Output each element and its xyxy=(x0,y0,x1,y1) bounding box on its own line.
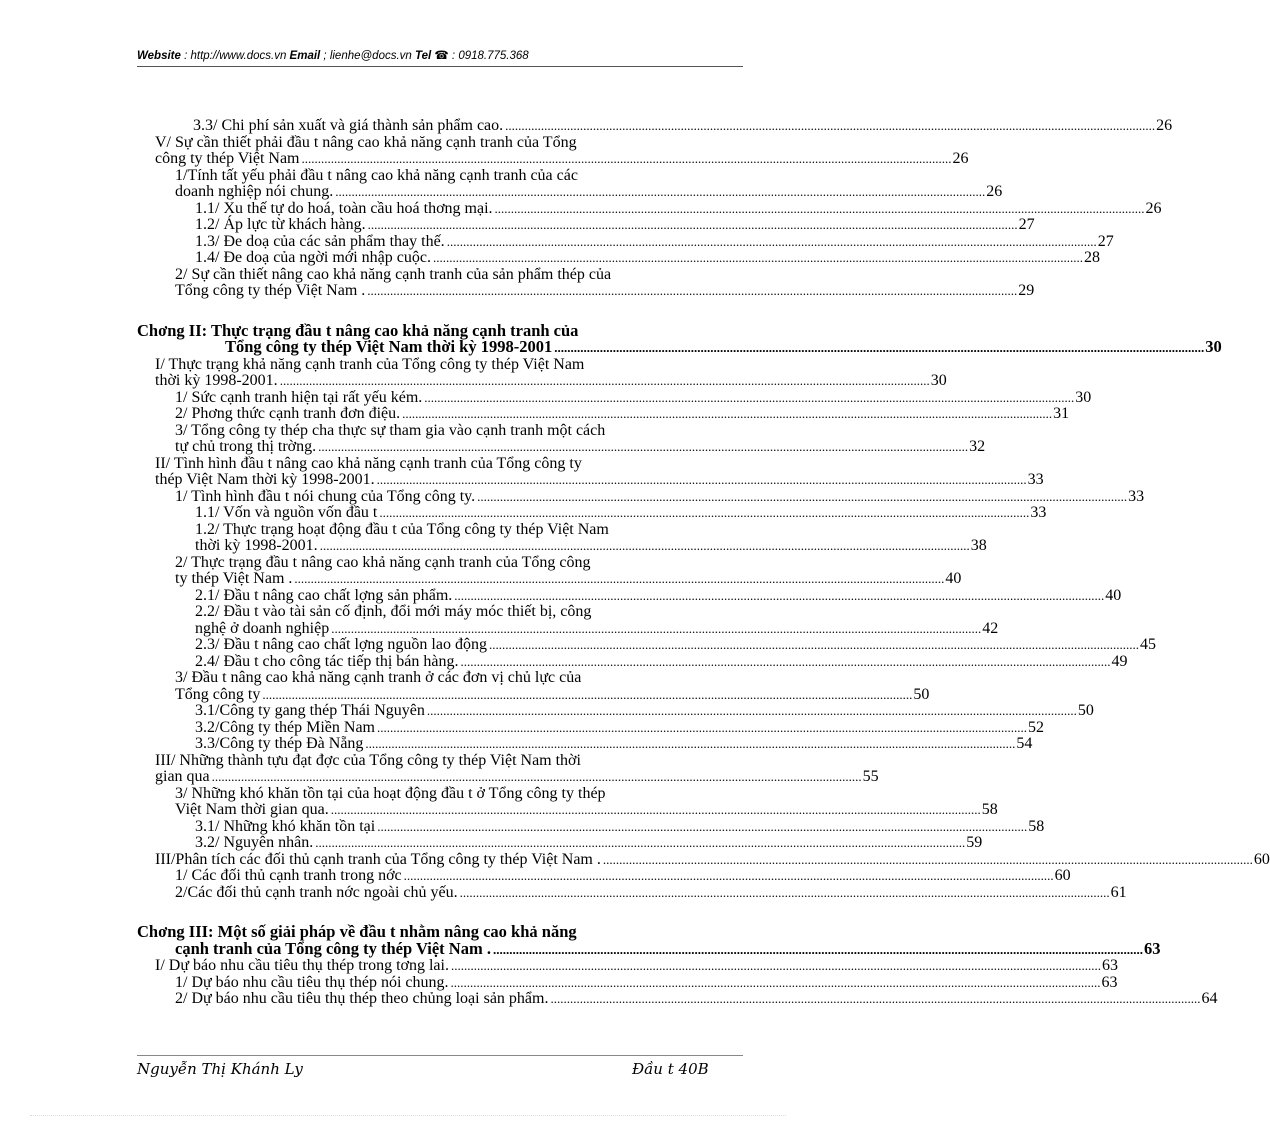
footer-author: Nguyễn Thị Khánh Ly xyxy=(137,1060,303,1078)
toc-entry[interactable] xyxy=(137,735,1033,753)
toc-entry[interactable] xyxy=(137,636,1156,654)
toc-page-number: 33 xyxy=(1027,471,1044,488)
dot-leader: ........................................................................................................................................................................................................ xyxy=(377,818,1028,834)
section-gap xyxy=(137,300,739,323)
dot-leader: ........................................................................................................................................................................................................ xyxy=(376,719,1027,735)
toc-entry-line: Chơng II: Thực trạng đầu t nâng cao khả năng cạnh tranh của xyxy=(137,320,579,340)
email-value[interactable]: ; lienhe@docs.vn xyxy=(320,50,416,62)
toc-entry-title: 3.2/Công ty thép Miền Nam xyxy=(195,718,375,736)
toc-page-number: 27 xyxy=(1018,216,1035,233)
toc-entry-title: 2/ Phơng thức cạnh tranh đơn điệu. xyxy=(175,405,401,422)
toc-page-number: 26 xyxy=(1145,199,1162,217)
toc-page-number: 63 xyxy=(1143,938,1161,958)
toc-entry[interactable] xyxy=(137,603,999,637)
toc-page-number: 63 xyxy=(1101,957,1118,974)
toc-page-number: 40 xyxy=(945,570,962,587)
toc-entry[interactable] xyxy=(137,586,1122,605)
toc-entry-title: 2.4/ Đầu t cho công tác tiếp thị bán hàng. xyxy=(195,652,459,670)
toc-entry-line: 2.2/ Đầu t vào tài sản cố định, đổi mới máy móc thiết bị, công xyxy=(195,603,592,620)
toc-entry-title: 1/ Các đối thủ cạnh tranh trong nớc xyxy=(175,867,402,884)
toc-entry[interactable] xyxy=(137,883,1127,902)
page-bottom-edge xyxy=(30,1115,786,1116)
toc-entry[interactable] xyxy=(137,520,987,555)
dot-leader: ........................................................................................................................................................................................................ xyxy=(315,835,966,850)
dot-leader: ........................................................................................................................................................................................................ xyxy=(319,538,970,553)
toc-entry[interactable] xyxy=(137,718,1044,737)
toc-entry-title: 3.3/ Chi phí sản xuất và giá thành sản phẩm cao. xyxy=(193,117,504,134)
toc-entry-title: 1.1/ Xu thế tự do hoá, toàn cầu hoá thơng mại. xyxy=(195,199,493,217)
toc-entry[interactable] xyxy=(137,133,969,168)
tel-value: ☎ : 0918.775.368 xyxy=(431,50,529,62)
dot-leader: ........................................................................................................................................................................................................ xyxy=(450,974,1101,990)
toc-entry-title: 2/Các đối thủ cạnh tranh nớc ngoài chủ yếu. xyxy=(175,883,458,901)
toc-entry[interactable] xyxy=(137,553,962,588)
toc-entry-title: Tổng công ty thép Việt Nam thời kỳ 1998-2001 xyxy=(225,337,553,356)
toc-entry-line: II/ Tình hình đầu t nâng cao khả năng cạnh tranh của Tổng công ty xyxy=(155,454,582,472)
toc-page-number: 61 xyxy=(1110,883,1127,901)
toc-entry[interactable] xyxy=(137,751,879,786)
toc-entry-title: 1.2/ Áp lực từ khách hàng. xyxy=(195,216,366,233)
website-value[interactable]: : http://www.docs.vn xyxy=(180,50,290,62)
toc-entry[interactable] xyxy=(137,232,1114,251)
toc-page-number: 33 xyxy=(1030,504,1047,521)
toc-entry-title: Việt Nam thời gian qua. xyxy=(175,801,329,818)
dot-leader: ........................................................................................................................................................................................................ xyxy=(505,118,1156,133)
toc-entry[interactable] xyxy=(137,784,998,819)
toc-page-number: 60 xyxy=(1054,867,1071,884)
toc-entry-title: 2.3/ Đầu t nâng cao chất lợng nguồn lao động xyxy=(195,636,487,653)
toc-page-number: 58 xyxy=(981,801,998,818)
toc-entry[interactable] xyxy=(137,817,1045,836)
toc-page-number: 59 xyxy=(966,834,983,851)
dot-leader: ........................................................................................................................................................................................................ xyxy=(262,686,913,702)
toc-entry-title: 1.1/ Vốn và nguồn vốn đầu t xyxy=(195,504,378,521)
dot-leader: ........................................................................................................................................................................................................ xyxy=(450,958,1101,973)
toc-entry-line: 3/ Tổng công ty thép cha thực sự tham gia vào cạnh tranh một cách xyxy=(175,421,606,439)
toc-entry-line: Chơng III: Một số giải pháp về đầu t nhằm nâng cao khả năng xyxy=(137,922,577,941)
toc-entry[interactable] xyxy=(137,652,1128,671)
toc-page-number: 28 xyxy=(1083,249,1100,266)
toc-page-number: 58 xyxy=(1028,817,1045,835)
dot-leader: ........................................................................................................................................................................................................ xyxy=(331,620,982,636)
toc-page-number: 30 xyxy=(930,372,947,389)
toc-page-number: 55 xyxy=(862,768,879,785)
toc-entry-title: doanh nghiệp nói chung. xyxy=(175,183,334,200)
dot-leader: ........................................................................................................................................................................................................ xyxy=(365,736,1016,751)
toc-entry-title: thời kỳ 1998-2001. xyxy=(195,537,318,554)
toc-entry-title: 3.2/ Nguyên nhân. xyxy=(195,834,314,851)
toc-chapter[interactable] xyxy=(137,320,1222,357)
toc-page-number: 27 xyxy=(1097,232,1114,250)
tel-label: Tel xyxy=(415,50,432,62)
dot-leader: ........................................................................................................................................................................................................ xyxy=(403,868,1054,883)
toc-entry-title: 1/ Tình hình đầu t nói chung của Tổng công ty. xyxy=(175,487,476,505)
dot-leader: ........................................................................................................................................................................................................ xyxy=(318,439,969,454)
dot-leader: ........................................................................................................................................................................................................ xyxy=(492,941,1143,957)
toc-page-number: 38 xyxy=(970,537,987,554)
email-label: Email xyxy=(289,50,321,62)
toc-entry[interactable] xyxy=(137,702,1094,720)
toc-entry[interactable] xyxy=(137,216,1035,234)
dot-leader: ........................................................................................................................................................................................................ xyxy=(488,637,1139,652)
toc-entry[interactable] xyxy=(137,249,1100,267)
toc-page-number: 32 xyxy=(969,438,986,455)
dot-leader: ........................................................................................................................................................................................................ xyxy=(602,851,1253,867)
toc-page-number: 45 xyxy=(1139,636,1156,653)
toc-entry-line: 3/ Đầu t nâng cao khả năng cạnh tranh ở các đơn vị chủ lực của xyxy=(175,669,582,686)
dot-leader: ........................................................................................................................................................................................................ xyxy=(330,802,981,817)
dot-leader: ........................................................................................................................................................................................................ xyxy=(379,505,1030,520)
page-header xyxy=(137,48,743,62)
toc-entry[interactable] xyxy=(137,504,1047,522)
toc-entry[interactable] xyxy=(137,265,1035,300)
toc-page-number: 60 xyxy=(1253,850,1270,868)
toc-entry-title: cạnh tranh của Tổng công ty thép Việt Nam . xyxy=(175,938,491,958)
dot-leader: ........................................................................................................................................................................................................ xyxy=(494,200,1145,216)
toc-entry[interactable] xyxy=(137,421,986,456)
toc-entry-title: 3.1/ Những khó khăn tồn tại xyxy=(195,817,376,835)
dot-leader: ........................................................................................................................................................................................................ xyxy=(367,283,1018,298)
toc-entry-title: 3.1/Công ty gang thép Thái Nguyên xyxy=(195,702,425,719)
toc-entry-title: 3.3/Công ty thép Đà Nẵng xyxy=(195,735,364,752)
toc-entry-title: 1.3/ Đe doạ của các sản phẩm thay thế. xyxy=(195,232,445,250)
toc-entry-line: 1/Tính tất yếu phải đầu t nâng cao khả năng cạnh tranh của các xyxy=(175,166,578,184)
toc-page-number: 26 xyxy=(952,150,969,167)
toc-page-number: 26 xyxy=(1156,117,1173,134)
dot-leader: ........................................................................................................................................................................................................ xyxy=(367,217,1018,232)
toc-entry-line: I/ Thực trạng khả năng cạnh tranh của Tổng công ty thép Việt Nam xyxy=(155,355,585,373)
toc-page-number: 63 xyxy=(1101,973,1118,991)
toc-entry[interactable] xyxy=(137,166,1003,201)
dot-leader: ........................................................................................................................................................................................................ xyxy=(550,991,1201,1006)
toc-chapter[interactable] xyxy=(137,922,1161,958)
toc-entry[interactable] xyxy=(137,199,1162,218)
toc-entry-line: 1.2/ Thực trạng hoạt động đầu t của Tổng công ty thép Việt Nam xyxy=(195,520,609,538)
toc-entry-title: III/Phân tích các đối thủ cạnh tranh của Tổng công ty thép Việt Nam . xyxy=(155,850,601,868)
toc-entry[interactable] xyxy=(137,405,1070,423)
toc-entry-title: 1.4/ Đe doạ của ngời mới nhập cuộc. xyxy=(195,249,431,266)
toc-entry-line: III/ Những thành tựu đạt đợc của Tổng công ty thép Việt Nam thời xyxy=(155,751,581,769)
toc-entry[interactable] xyxy=(137,669,930,703)
toc-entry[interactable] xyxy=(137,117,1173,135)
toc-entry-title: I/ Dự báo nhu cầu tiêu thụ thép trong tơng lai. xyxy=(155,957,449,974)
footer-class: Đầu t 40B xyxy=(632,1060,709,1078)
toc-entry[interactable] xyxy=(137,957,1118,975)
toc-entry-title: 2/ Dự báo nhu cầu tiêu thụ thép theo chủng loại sản phẩm. xyxy=(175,990,549,1007)
dot-leader: ........................................................................................................................................................................................................ xyxy=(446,233,1097,249)
toc-entry[interactable] xyxy=(137,487,1145,506)
dot-leader: ........................................................................................................................................................................................................ xyxy=(301,151,952,166)
dot-leader: ........................................................................................................................................................................................................ xyxy=(432,250,1083,265)
toc-entry-title: thời kỳ 1998-2001. xyxy=(155,372,278,389)
toc-page-number: 29 xyxy=(1018,282,1035,299)
dot-leader: ........................................................................................................................................................................................................ xyxy=(554,340,1205,355)
website-label: Website xyxy=(137,50,181,62)
dot-leader: ........................................................................................................................................................................................................ xyxy=(294,571,945,586)
toc-page-number: 26 xyxy=(986,183,1003,200)
toc-page-number: 50 xyxy=(1077,702,1094,719)
dot-leader: ........................................................................................................................................................................................................ xyxy=(279,373,930,388)
dot-leader: ........................................................................................................................................................................................................ xyxy=(424,389,1075,405)
dot-leader: ........................................................................................................................................................................................................ xyxy=(460,653,1111,669)
toc-entry-line: 2/ Sự cần thiết nâng cao khả năng cạnh tranh của sản phẩm thép của xyxy=(175,265,612,283)
dot-leader: ........................................................................................................................................................................................................ xyxy=(426,703,1077,718)
toc-page-number: 31 xyxy=(1053,405,1070,422)
toc-entry[interactable] xyxy=(137,867,1071,885)
toc-entry-title: ty thép Việt Nam . xyxy=(175,570,293,587)
toc-entry-title: Tổng công ty thép Việt Nam . xyxy=(175,282,366,299)
toc-entry-title: nghệ ở doanh nghiệp xyxy=(195,619,330,637)
dot-leader: ........................................................................................................................................................................................................ xyxy=(211,769,862,784)
toc-entry[interactable] xyxy=(137,355,947,390)
toc-entry-title: 2.1/ Đầu t nâng cao chất lợng sản phẩm. xyxy=(195,586,453,604)
toc-entry-title: 1/ Dự báo nhu cầu tiêu thụ thép nói chung. xyxy=(175,973,449,991)
toc-entry-line: 2/ Thực trạng đầu t nâng cao khả năng cạnh tranh của Tổng công xyxy=(175,553,591,571)
toc-entry[interactable] xyxy=(137,388,1092,407)
toc-entry[interactable] xyxy=(137,834,983,852)
toc-page-number: 40 xyxy=(1105,586,1122,604)
footer-divider xyxy=(137,1055,743,1056)
toc-entry-line: V/ Sự cần thiết phải đầu t nâng cao khả năng cạnh tranh của Tổng xyxy=(155,133,577,151)
toc-entry-title: gian qua xyxy=(155,768,210,785)
section-gap xyxy=(137,901,739,924)
toc-page-number: 42 xyxy=(982,619,999,637)
toc-page-number: 54 xyxy=(1016,735,1033,752)
header-divider xyxy=(137,66,743,67)
toc-entry[interactable] xyxy=(137,454,1044,489)
dot-leader: ........................................................................................................................................................................................................ xyxy=(477,488,1128,504)
toc-entry[interactable] xyxy=(137,973,1118,992)
toc-entry-title: 1/ Sức cạnh tranh hiện tại rất yếu kém. xyxy=(175,388,423,406)
dot-leader: ........................................................................................................................................................................................................ xyxy=(402,406,1053,421)
toc-entry-title: công ty thép Việt Nam xyxy=(155,150,300,167)
toc-page-number: 50 xyxy=(913,685,930,703)
dot-leader: ........................................................................................................................................................................................................ xyxy=(376,472,1027,487)
toc-page-number: 33 xyxy=(1128,487,1145,505)
toc-entry-title: tự chủ trong thị trờng. xyxy=(175,438,317,455)
toc-page-number: 49 xyxy=(1111,652,1128,670)
toc-entry-title: thép Việt Nam thời kỳ 1998-2001. xyxy=(155,471,375,488)
toc-page-number: 64 xyxy=(1201,990,1218,1007)
toc-page-number: 30 xyxy=(1075,388,1092,406)
dot-leader: ........................................................................................................................................................................................................ xyxy=(335,184,986,199)
toc-entry[interactable] xyxy=(137,850,1270,869)
dot-leader: ........................................................................................................................................................................................................ xyxy=(459,884,1110,900)
toc-page-number: 30 xyxy=(1205,337,1222,356)
toc-entry-title: Tổng công ty xyxy=(175,685,261,703)
dot-leader: ........................................................................................................................................................................................................ xyxy=(454,587,1105,603)
toc-entry[interactable] xyxy=(137,990,1218,1008)
table-of-contents xyxy=(137,117,1270,1008)
toc-page-number: 52 xyxy=(1027,718,1044,736)
toc-entry-line: 3/ Những khó khăn tồn tại của hoạt động đầu t ở Tổng công ty thép xyxy=(175,784,606,802)
